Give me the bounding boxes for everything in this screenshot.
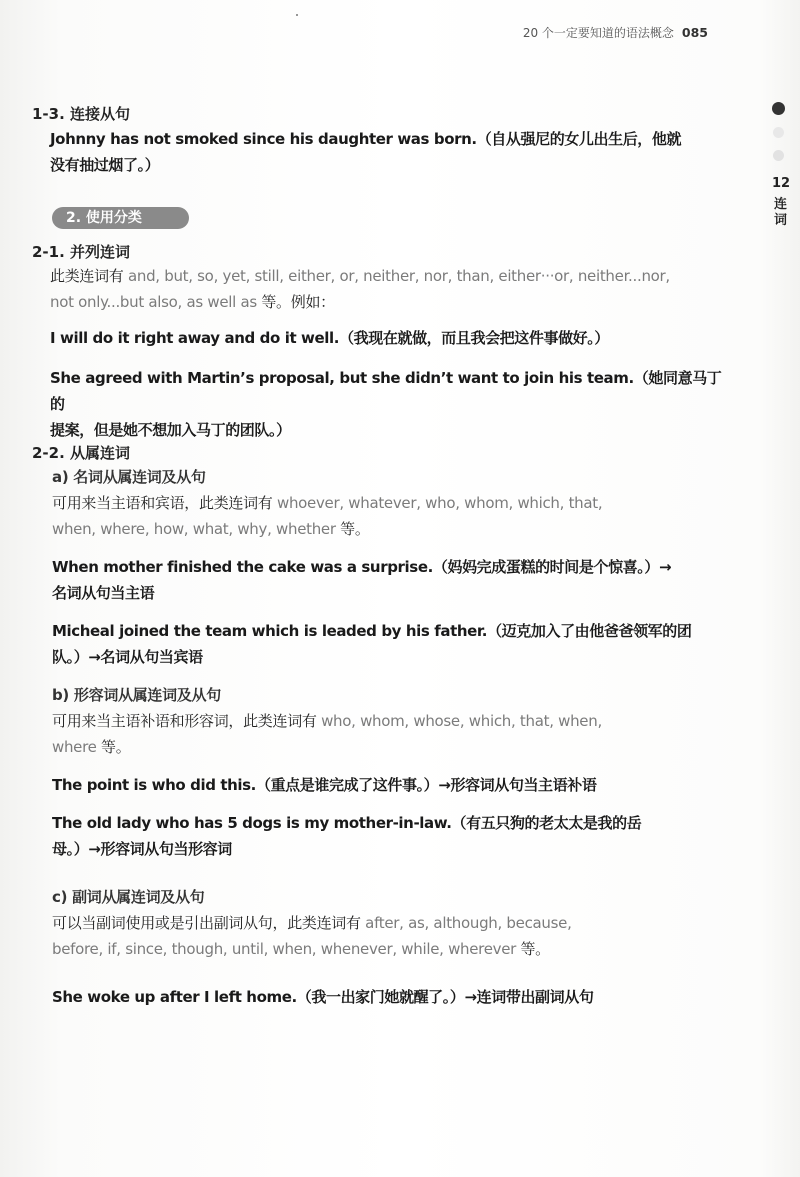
example-line: 没有抽过烟了。）: [50, 156, 160, 174]
description-line: [32, 516, 722, 542]
description-text: 等。: [516, 940, 550, 958]
tab-dot-active: [772, 102, 785, 115]
subsection-title: b) 形容词从属连词及从句: [52, 686, 221, 704]
description-text: 等。: [96, 738, 131, 756]
example-line: Micheal joined the team which is leaded by his father.（迈克加入了由他爸爸领军的团: [52, 622, 692, 640]
description-line: [32, 734, 722, 760]
tab-dot: [773, 127, 784, 138]
example-line: She agreed with Martin’s proposal, but she didn’t want to join his team.（她同意马丁的: [50, 369, 722, 413]
conjunction-list: before, if, since, though, until, when, whenever, while, wherever: [52, 940, 517, 958]
description-line: [32, 708, 722, 734]
description-text: 可用来当主语和宾语，此类连词有: [52, 494, 277, 512]
book-title: 20 个一定要知道的语法概念: [522, 26, 674, 40]
section-heading: 2-2. 从属连词: [32, 444, 131, 462]
description-text: 可以当副词使用或是引出副词从句，此类连词有: [52, 914, 366, 932]
conjunction-list: whoever, whatever, who, whom, which, that,: [276, 494, 603, 512]
chapter-number: 12: [772, 176, 791, 191]
chapter-title-char: 连: [774, 197, 788, 212]
example-line: When mother finished the cake was a surprise.（妈妈完成蛋糕的时间是个惊喜。）→: [52, 558, 672, 576]
conjunction-list: when, where, how, what, why, whether: [52, 520, 336, 538]
example-line: She woke up after I left home.（我一出家门她就醒了。）→连词带出副词从句: [52, 988, 594, 1006]
intro-line: [32, 289, 722, 315]
section-heading: 1-3. 连接从句: [32, 105, 131, 123]
subsection-title: a) 名词从属连词及从句: [52, 468, 206, 486]
example-line: 名词从句当主语: [52, 584, 155, 602]
chapter-tab-dots: [768, 102, 792, 161]
description-line: [32, 936, 722, 962]
example-line: 母。）→形容词从句当形容词: [52, 840, 232, 858]
conjunction-list: not only...but also, as well as: [50, 293, 257, 311]
description-line: [32, 490, 722, 516]
example-line: The old lady who has 5 dogs is my mother-in-law.（有五只狗的老太太是我的岳: [52, 814, 642, 832]
section-2-2: [32, 443, 722, 1010]
intro-text: 等。例如：: [256, 293, 335, 311]
example-line: 队。）→名词从句当宾语: [52, 648, 203, 666]
description-line: [32, 910, 722, 936]
conjunction-list: where: [52, 738, 97, 756]
example-line: I will do it right away and do it well.（我现在就做，而且我会把这件事做好。）: [50, 329, 609, 347]
running-head: [523, 24, 708, 41]
description-text: 等。: [335, 520, 370, 538]
chapter-title-char: 词: [774, 213, 788, 228]
intro-line: [32, 263, 722, 289]
page-number: 085: [681, 25, 708, 40]
conjunction-list: who, whom, whose, which, that, when,: [321, 712, 602, 730]
conjunction-list: and, but, so, yet, still, either, or, neither, nor, than, either···or, neither...nor,: [127, 267, 670, 285]
section-pill-2: 2. 使用分类: [52, 207, 189, 229]
print-dot: [296, 14, 298, 16]
conjunction-list: after, as, although, because,: [365, 914, 572, 932]
example-line: The point is who did this.（重点是谁完成了这件事。）→形容词从句当主语补语: [52, 776, 597, 794]
intro-text: 此类连词有: [50, 267, 128, 285]
example-line: Johnny has not smoked since his daughter was born.（自从强尼的女儿出生后，他就: [50, 130, 682, 148]
description-text: 可用来当主语补语和形容词，此类连词有: [52, 712, 322, 730]
section-2-1: [32, 242, 722, 443]
section-heading: 2-1. 并列连词: [32, 243, 131, 261]
subsection-title: c) 副词从属连词及从句: [52, 888, 205, 906]
tab-dot: [773, 150, 784, 161]
section-1-3: [32, 104, 722, 178]
example-line: 提案，但是她不想加入马丁的团队。）: [50, 421, 291, 439]
